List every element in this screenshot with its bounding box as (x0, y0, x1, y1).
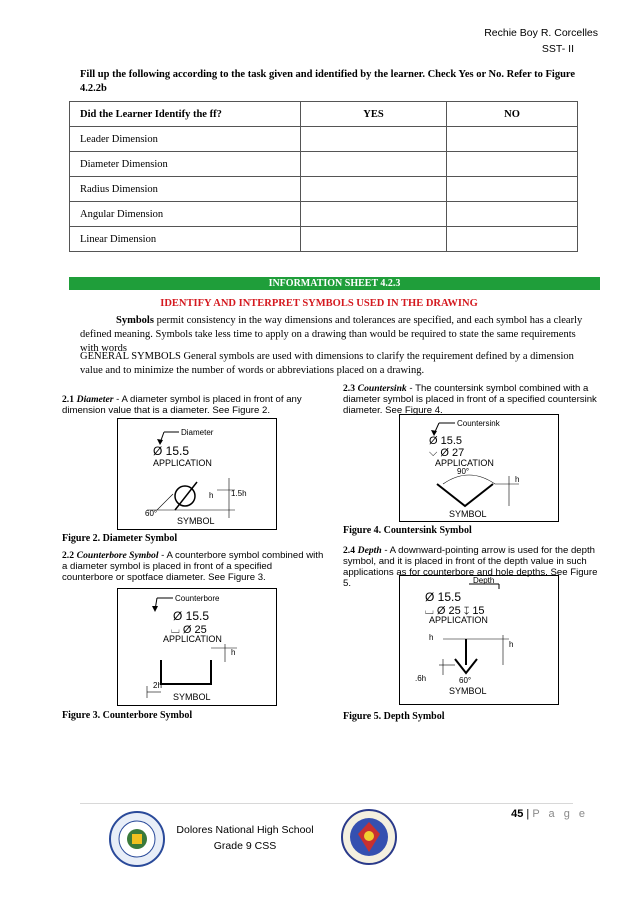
diameter-callout: Diameter (181, 428, 214, 437)
table-header-row (70, 102, 578, 127)
col-header-yes: YES (301, 102, 447, 127)
section-subtitle: IDENTIFY AND INTERPRET SYMBOLS USED IN THE DRAWING (160, 298, 478, 309)
diameter-angle: 60° (145, 509, 158, 518)
diameter-desc: - A diameter symbol is placed in front of any dimension value that is a diameter. See Figure 2. (62, 394, 302, 416)
counterbore-description (62, 550, 324, 583)
counterbore-h: h (231, 648, 236, 657)
countersink-h: h (515, 475, 520, 484)
diameter-symbol-label: SYMBOL (177, 516, 215, 526)
countersink-figure (399, 414, 559, 522)
symbols-text: permit consistency in the way dimensions and tolerances are specified, and each symbol has a clearly defined meaning. Symbols take less time to apply on a drawing than would be required to state the same requirements with words (80, 315, 583, 354)
depth-term: Depth (357, 545, 382, 556)
yes-cell[interactable] (301, 152, 447, 177)
diameter-h: h (209, 491, 214, 500)
depth-symbol-label: SYMBOL (449, 686, 487, 696)
yes-cell[interactable] (301, 202, 447, 227)
table-row (70, 127, 578, 152)
table-row (70, 227, 578, 252)
depth-0-6h: .6h (415, 674, 427, 683)
col-header-no: NO (447, 102, 578, 127)
diameter-num: 2.1 (62, 394, 74, 405)
figure-2-caption: Figure 2. Diameter Symbol (62, 533, 178, 544)
footer-divider (80, 803, 573, 804)
diameter-value: Ø 15.5 (153, 444, 190, 458)
counterbore-num: 2.2 (62, 550, 74, 561)
no-cell[interactable] (447, 202, 578, 227)
counterbore-callout: Counterbore (175, 594, 220, 603)
instructions: Fill up the following according to the task given and identified by the learner. Check Yes or No. Refer to Figure 4.2.2b (80, 69, 576, 94)
countersink-value-2: ⌵ Ø 27 (429, 447, 465, 459)
symbols-term: Symbols (116, 315, 154, 326)
counterbore-value-2: ⌴ Ø 25 (171, 624, 207, 636)
countersink-desc: - The countersink symbol combined with a diameter symbol is placed in front of a specified countersink diameter. See Figure 4. (343, 383, 597, 416)
table-row (70, 202, 578, 227)
countersink-symbol-label: SYMBOL (449, 509, 487, 519)
row-label: Angular Dimension (70, 202, 301, 227)
row-label: Leader Dimension (70, 127, 301, 152)
countersink-num: 2.3 (343, 383, 355, 394)
countersink-value-1: Ø 15.5 (429, 435, 463, 447)
diameter-figure (117, 418, 277, 530)
row-label: Linear Dimension (70, 227, 301, 252)
grade-label: Grade 9 CSS (213, 840, 277, 852)
figure-4-caption: Figure 4. Countersink Symbol (343, 525, 472, 536)
counterbore-2h: 2h (153, 681, 162, 690)
page-word: P a g e (532, 808, 588, 820)
diameter-description (62, 394, 324, 416)
row-label: Diameter Dimension (70, 152, 301, 177)
depth-angle: 60° (459, 676, 472, 685)
section-label: SST- II (541, 43, 574, 55)
figure-3-caption: Figure 3. Counterbore Symbol (62, 710, 193, 721)
countersink-application: APPLICATION (435, 458, 494, 468)
school-name: Dolores National High School (176, 824, 314, 836)
information-sheet-banner: INFORMATION SHEET 4.2.3 (69, 277, 600, 290)
diameter-application: APPLICATION (153, 458, 212, 468)
countersink-angle: 90° (457, 467, 470, 476)
depth-value-1: Ø 15.5 (425, 590, 462, 604)
diameter-1-5h: 1.5h (231, 489, 247, 498)
table-row (70, 152, 578, 177)
figure-5-caption: Figure 5. Depth Symbol (343, 711, 445, 722)
school-seal-logo (108, 810, 166, 868)
general-symbols-paragraph: GENERAL SYMBOLS General symbols are used with dimensions to clarify the requirement defined by a dimension value and to minimize the number of words or abbreviations placed on a drawing. (80, 351, 574, 376)
depth-h-right: h (509, 640, 514, 649)
yes-cell[interactable] (301, 227, 447, 252)
yes-cell[interactable] (301, 177, 447, 202)
depth-callout: Depth (473, 576, 495, 585)
counterbore-term: Counterbore Symbol (76, 550, 159, 561)
depth-num: 2.4 (343, 545, 355, 556)
school-info (175, 822, 315, 854)
deped-seal-logo (340, 808, 398, 866)
depth-value-2: ⌴ Ø 25 ↧ 15 (425, 605, 485, 617)
no-cell[interactable] (447, 227, 578, 252)
countersink-term: Countersink (357, 383, 407, 394)
diameter-term: Diameter (76, 394, 114, 405)
depth-application: APPLICATION (429, 615, 488, 625)
col-header-question: Did the Learner Identify the ff? (70, 102, 301, 127)
depth-desc: - A downward-pointing arrow is used for the depth symbol, and it is placed in front of the depth value in such applications as for counterbore and hole depths. See Figure 5. (343, 545, 598, 589)
row-label: Radius Dimension (70, 177, 301, 202)
no-cell[interactable] (447, 177, 578, 202)
no-cell[interactable] (447, 127, 578, 152)
page-number: 45 | P a g e (511, 808, 588, 820)
author-name: Rechie Boy R. Corcelles (484, 27, 598, 39)
no-cell[interactable] (447, 152, 578, 177)
counterbore-desc: - A counterbore symbol combined with a diameter symbol is placed in front of a specified counterbore or spotface diameter. See Figure 3. (62, 550, 324, 583)
page-num: 45 (511, 808, 524, 820)
table-row (70, 177, 578, 202)
checklist-table (69, 101, 578, 252)
depth-figure (399, 575, 559, 705)
countersink-callout: Countersink (457, 419, 500, 428)
depth-h-left: h (429, 633, 434, 642)
counterbore-symbol-label: SYMBOL (173, 692, 211, 702)
counterbore-value-1: Ø 15.5 (173, 609, 210, 623)
countersink-description (343, 383, 605, 416)
counterbore-figure (117, 588, 277, 706)
yes-cell[interactable] (301, 127, 447, 152)
counterbore-application: APPLICATION (163, 634, 222, 644)
